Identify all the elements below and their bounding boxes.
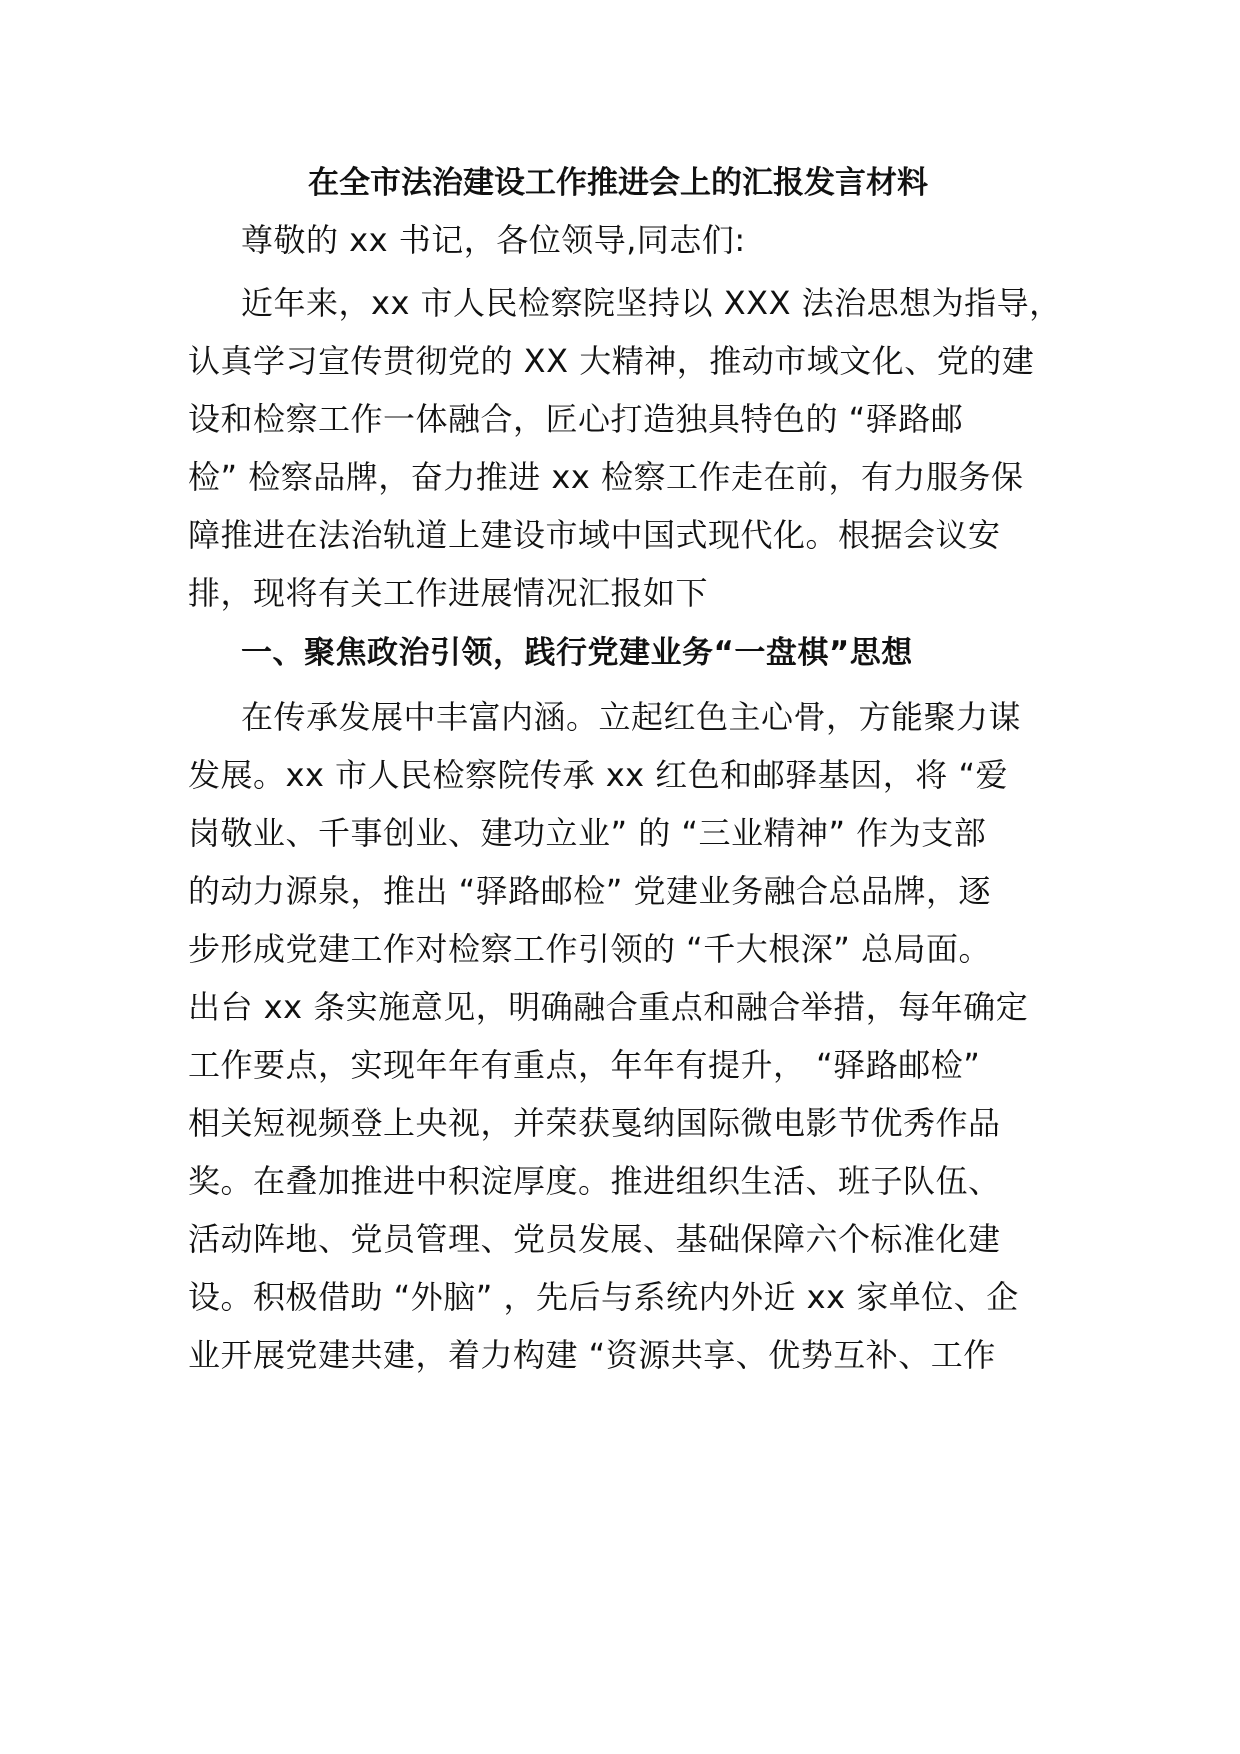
paragraph-line: 发展。xx 市人民检察院传承 xx 红色和邮驿基因，将 “爱 bbox=[188, 756, 1009, 794]
document-title: 在全市法治建设工作推进会上的汇报发言材料 bbox=[308, 165, 928, 201]
paragraph-line: 排，现将有关工作进展情况汇报如下 bbox=[188, 574, 709, 612]
paragraph-line: 步形成党建工作对检察工作引领的 “千大根深” 总局面。 bbox=[188, 930, 992, 968]
paragraph-line: 奖。在叠加推进中积淀厚度。推进组织生活、班子队伍、 bbox=[188, 1162, 1001, 1200]
section-heading: 一、聚焦政治引领，践行党建业务“一盘棋”思想 bbox=[241, 635, 913, 671]
paragraph-line: 活动阵地、党员管理、党员发展、基础保障六个标准化建 bbox=[188, 1220, 1001, 1258]
paragraph-line: 的动力源泉，推出 “驿路邮检” 党建业务融合总品牌，逐 bbox=[188, 872, 992, 910]
paragraph-line: 障推进在法治轨道上建设市域中国式现代化。根据会议安 bbox=[188, 516, 1001, 554]
paragraph-line: 出台 xx 条实施意见，明确融合重点和融合举措，每年确定 bbox=[188, 988, 1029, 1026]
paragraph-line: 检” 检察品牌，奋力推进 xx 检察工作走在前，有力服务保 bbox=[188, 458, 1024, 496]
paragraph-line: 在传承发展中丰富内涵。立起红色主心骨，方能聚力谋 bbox=[241, 698, 1022, 736]
paragraph-line: 工作要点，实现年年有重点，年年有提升， “驿路邮检” bbox=[188, 1046, 981, 1084]
paragraph-line: 业开展党建共建，着力构建 “资源共享、优势互补、工作 bbox=[188, 1336, 996, 1374]
paragraph-line: 设和检察工作一体融合，匠心打造独具特色的 “驿路邮 bbox=[188, 400, 964, 438]
paragraph-line: 相关短视频登上央视，并荣获戛纳国际微电影节优秀作品 bbox=[188, 1104, 1001, 1142]
paragraph-line: 近年来，xx 市人民检察院坚持以 XXX 法治思想为指导， bbox=[241, 284, 1062, 322]
paragraph-line: 认真学习宣传贯彻党的 XX 大精神，推动市域文化、党的建 bbox=[188, 342, 1035, 380]
paragraph-line: 岗敬业、千事创业、建功立业” 的 “三业精神” 作为支部 bbox=[188, 814, 987, 852]
salutation: 尊敬的 xx 书记，各位领导,同志们: bbox=[241, 221, 746, 259]
paragraph-line: 设。积极借助 “外脑” ，先后与系统内外近 xx 家单位、企 bbox=[188, 1278, 1019, 1316]
